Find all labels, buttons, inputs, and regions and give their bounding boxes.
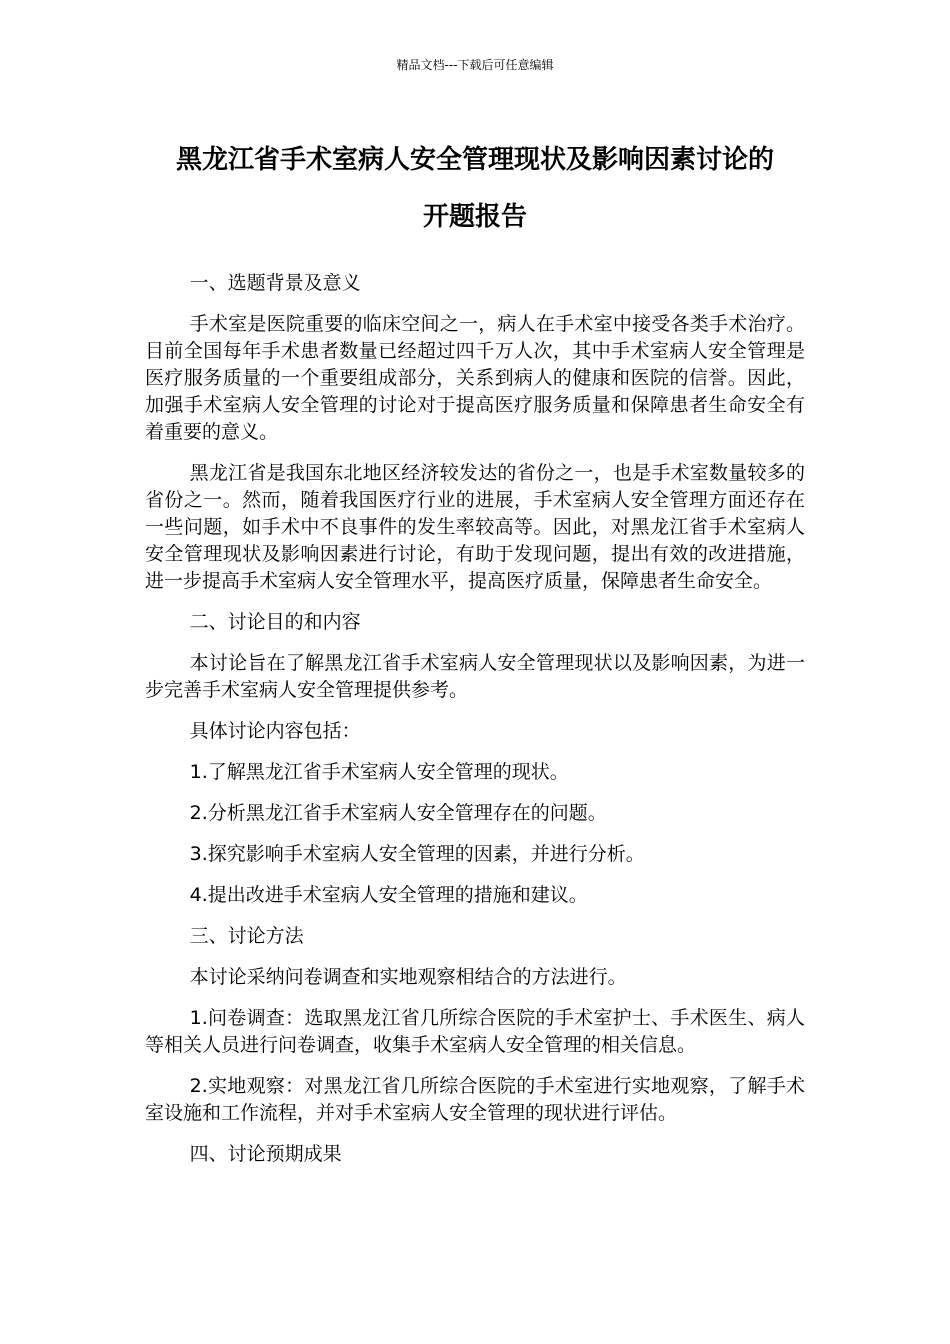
list-item-method-1: 1.问卷调查：选取黑龙江省几所综合医院的手术室护士、手术医生、病人等相关人员进行问卷调查，收集手术室病人安全管理的相关信息。 xyxy=(145,1007,805,1056)
section-heading-purpose: 二、讨论目的和内容 xyxy=(189,611,361,633)
list-item-content-3: 3.探究影响手术室病人安全管理的因素，并进行分析。 xyxy=(189,843,645,865)
document-body xyxy=(145,270,805,1182)
list-item-content-2: 2.分析黑龙江省手术室病人安全管理存在的问题。 xyxy=(189,802,607,824)
section-heading-background: 一、选题背景及意义 xyxy=(189,272,361,294)
section-heading-method: 三、讨论方法 xyxy=(189,925,304,947)
document-title xyxy=(140,132,810,246)
paragraph-method-intro: 本讨论采纳问卷调查和实地观察相结合的方法进行。 xyxy=(189,966,627,988)
section-heading-outcome: 四、讨论预期成果 xyxy=(189,1143,342,1165)
list-item-content-4: 4.提出改进手术室病人安全管理的措施和建议。 xyxy=(189,884,588,906)
paragraph-purpose: 本讨论旨在了解黑龙江省手术室病人安全管理现状以及影响因素，为进一步完善手术室病人安全管理提供参考。 xyxy=(145,652,805,701)
list-item-method-2: 2.实地观察：对黑龙江省几所综合医院的手术室进行实地观察，了解手术室设施和工作流程，并对手术室病人安全管理的现状进行评估。 xyxy=(145,1075,805,1124)
page-header-note: 精品文档---下载后可任意编辑 xyxy=(396,58,554,72)
list-item-content-1: 1.了解黑龙江省手术室病人安全管理的现状。 xyxy=(189,761,569,783)
title-line-1: 黑龙江省手术室病人安全管理现状及影响因素讨论的 xyxy=(175,145,774,175)
paragraph-background-2: 黑龙江省是我国东北地区经济较发达的省份之一，也是手术室数量较多的省份之一。然而，随着我国医疗行业的进展，手术室病人安全管理方面还存在一些问题，如手术中不良事件的发生率较高等。因此，对黑龙江省手术室病人安全管理现状及影响因素进行讨论，有助于发现问题，提出有效的改进措施，进一步提高手术室病人安全管理水平，提高医疗质量，保障患者生命安全。 xyxy=(145,462,805,592)
title-line-2: 开题报告 xyxy=(422,202,527,232)
paragraph-background-1: 手术室是医院重要的临床空间之一，病人在手术室中接受各类手术治疗。目前全国每年手术患者数量已经超过四千万人次，其中手术室病人安全管理是医疗服务质量的一个重要组成部分，关系到病人的健康和医院的信誉。因此，加强手术室病人安全管理的讨论对于提高医疗服务质量和保障患者生命安全有着重要的意义。 xyxy=(145,313,805,443)
paragraph-content-intro: 具体讨论内容包括： xyxy=(189,720,361,742)
